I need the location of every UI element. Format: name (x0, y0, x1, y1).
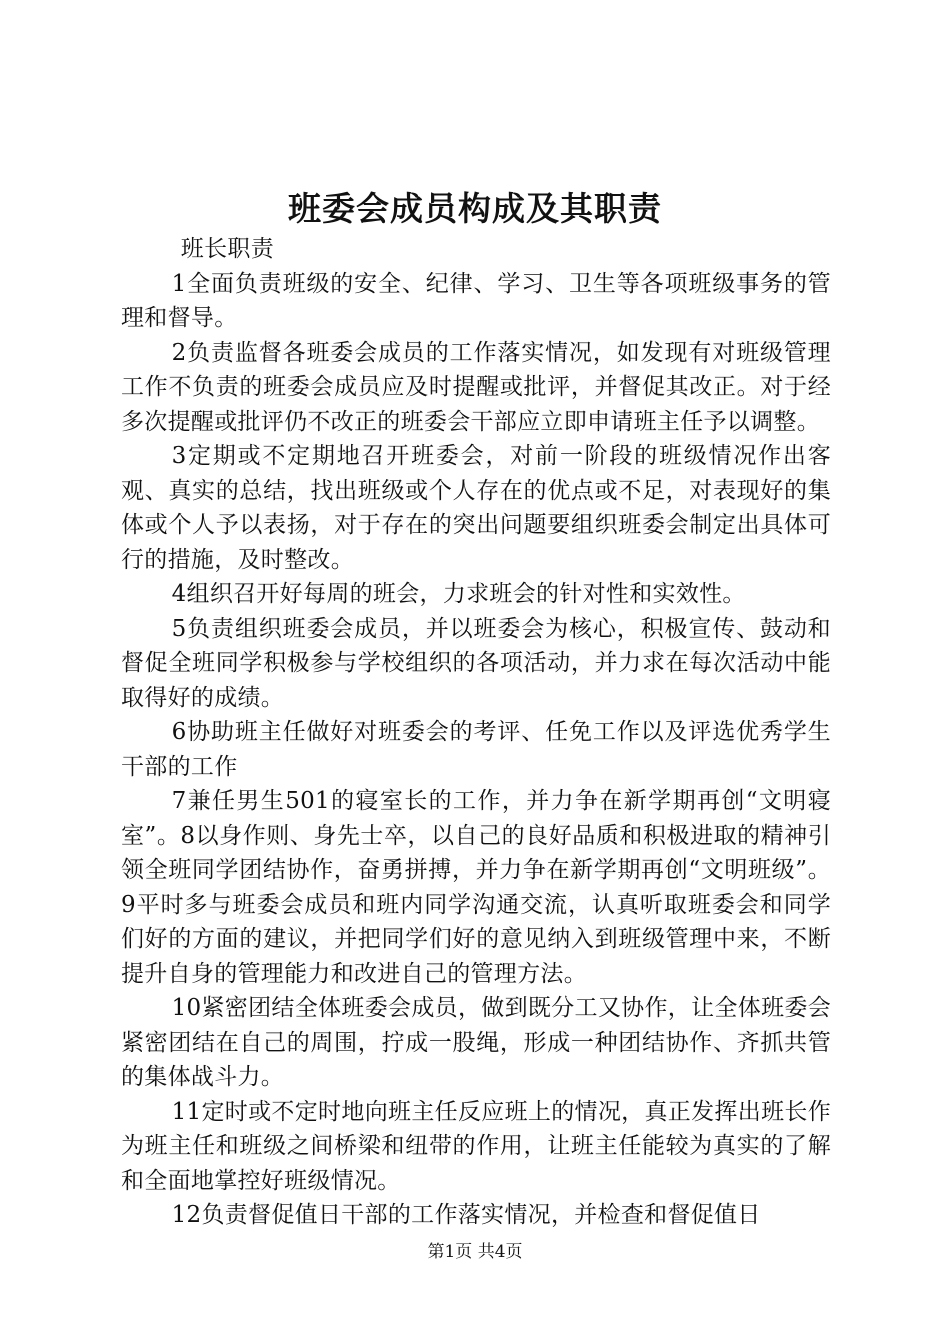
paragraph: 12负责督促值日干部的工作落实情况，并检查和督促值日 (171, 1202, 761, 1228)
paragraph: 11定时或不定时地向班主任反应班上的情况，真正发挥出班长作为班主任和班级之间桥梁和纽带的作用，让班主任能较为真实的了解和全面地掌控好班级情况。 (121, 1098, 831, 1194)
document-body (121, 232, 831, 1233)
paragraph: 1全面负责班级的安全、纪律、学习、卫生等各项班级事务的管理和督导。 (121, 270, 831, 331)
document-title: 班委会成员构成及其职责 (288, 189, 662, 228)
paragraph: 2负责监督各班委会成员的工作落实情况，如发现有对班级管理工作不负责的班委会成员应及时提醒或批评，并督促其改正。对于经多次提醒或批评仍不改正的班委会干部应立即申请班主任予以调整。 (121, 339, 831, 435)
paragraph: 7兼任男生501的寝室长的工作，并力争在新学期再创“文明寝室”。8以身作则、身先士卒，以自己的良好品质和积极进取的精神引领全班同学团结协作，奋勇拼搏，并力争在新学期再创“文明班级”。9平时多与班委会成员和班内同学沟通交流，认真听取班委会和同学们好的方面的建议，并把同学们好的意见纳入到班级管理中来，不断提升自身的管理能力和改进自己的管理方法。 (121, 788, 831, 987)
page-number-footer: 第1页 共4页 (427, 1242, 523, 1262)
paragraph: 3定期或不定期地召开班委会，对前一阶段的班级情况作出客观、真实的总结，找出班级或个人存在的优点或不足，对表现好的集体或个人予以表扬，对于存在的突出问题要组织班委会制定出具体可行的措施，及时整改。 (121, 443, 831, 573)
paragraph: 5负责组织班委会成员，并以班委会为核心，积极宣传、鼓动和督促全班同学积极参与学校组织的各项活动，并力求在每次活动中能取得好的成绩。 (121, 615, 831, 711)
paragraph: 10紧密团结全体班委会成员，做到既分工又协作，让全体班委会紧密团结在自己的周围，拧成一股绳，形成一种团结协作、齐抓共管的集体战斗力。 (121, 995, 831, 1090)
section-heading: 班长职责 (180, 236, 274, 262)
paragraph: 6协助班主任做好对班委会的考评、任免工作以及评选优秀学生干部的工作 (121, 719, 831, 780)
paragraph: 4组织召开好每周的班会，力求班会的针对性和实效性。 (171, 581, 746, 607)
